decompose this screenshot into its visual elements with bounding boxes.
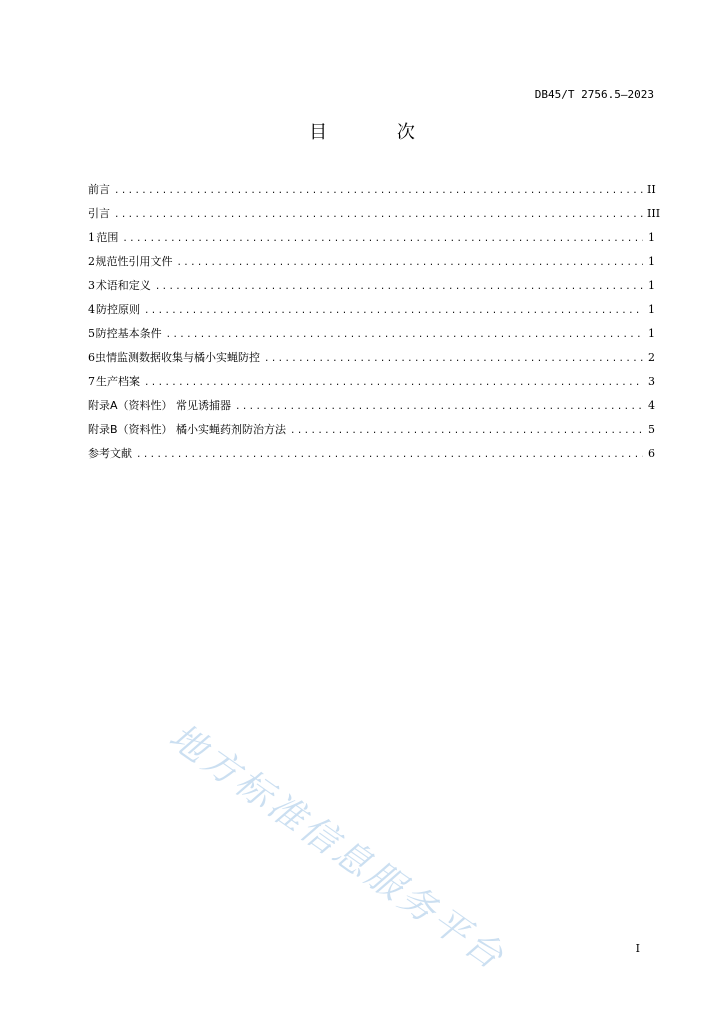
toc-entry-text: 范围 [96, 231, 119, 244]
toc-page-number: 2 [648, 351, 655, 364]
toc-entry-number: 3 [88, 279, 95, 292]
toc-entry-introduction[interactable] [88, 206, 661, 230]
page-number: I [635, 942, 640, 955]
toc-entry-text: 术语和定义 [95, 279, 151, 292]
toc-entry-scope[interactable] [88, 230, 655, 254]
toc-entry-control-principles[interactable] [88, 302, 655, 326]
toc-entry-text: 参考文献 [88, 447, 132, 460]
toc-dot-leader [290, 423, 643, 439]
toc-entry-number: 4 [88, 303, 95, 316]
toc-entry-terms-definitions[interactable] [88, 278, 655, 302]
toc-page-number: 1 [648, 327, 655, 340]
toc-dot-leader [264, 351, 643, 367]
table-of-contents [88, 182, 661, 470]
toc-entry-text: 虫情监测数据收集与橘小实蝇防控 [95, 351, 260, 364]
toc-entry-normative-references[interactable] [88, 254, 655, 278]
toc-dot-leader [155, 279, 643, 295]
toc-entry-production-records[interactable] [88, 374, 655, 398]
toc-dot-leader [136, 447, 643, 463]
toc-page-number: II [647, 183, 656, 196]
toc-entry-text: 前言 [88, 183, 110, 196]
toc-dot-leader [144, 375, 643, 391]
toc-page-number: 1 [648, 303, 655, 316]
toc-entry-appendix-a[interactable] [88, 398, 655, 422]
toc-entry-number: 6 [88, 351, 95, 364]
toc-page-number: 5 [648, 423, 655, 436]
toc-dot-leader [144, 303, 643, 319]
toc-page-number: 1 [648, 231, 655, 244]
toc-entry-text: 附录A（资料性） 常见诱捕器 [88, 399, 232, 412]
toc-entry-basic-conditions[interactable] [88, 326, 655, 350]
toc-page-number: 6 [648, 447, 655, 460]
toc-page-number: 1 [648, 255, 655, 268]
toc-page-number: III [647, 207, 661, 220]
toc-entry-foreword[interactable] [88, 182, 655, 206]
toc-entry-text: 防控基本条件 [95, 327, 162, 340]
toc-page-number: 4 [648, 399, 655, 412]
toc-dot-leader [114, 207, 643, 223]
toc-entry-number: 7 [88, 375, 95, 388]
toc-dot-leader [235, 399, 643, 415]
toc-entry-number: 1 [88, 231, 95, 244]
toc-entry-text: 规范性引用文件 [95, 255, 173, 268]
toc-dot-leader [114, 183, 643, 199]
toc-dot-leader [166, 327, 643, 343]
toc-page-number: 3 [648, 375, 655, 388]
document-code: DB45/T 2756.5—2023 [534, 88, 654, 101]
toc-entry-bibliography[interactable] [88, 446, 655, 470]
toc-title: 目 次 [309, 122, 447, 143]
toc-page-number: 1 [648, 279, 655, 292]
toc-entry-text: 生产档案 [95, 375, 140, 388]
toc-entry-number: 2 [88, 255, 95, 268]
toc-entry-number: 5 [88, 327, 95, 340]
toc-entry-text: 附录B（资料性） 橘小实蝇药剂防治方法 [88, 423, 287, 436]
toc-entry-monitoring-control[interactable] [88, 350, 655, 374]
toc-dot-leader [176, 255, 643, 271]
toc-entry-text: 引言 [88, 207, 110, 220]
toc-dot-leader [122, 231, 643, 247]
toc-entry-appendix-b[interactable] [88, 422, 655, 446]
watermark: 地方标准信息服务平台 [161, 716, 513, 980]
toc-entry-text: 防控原则 [95, 303, 140, 316]
